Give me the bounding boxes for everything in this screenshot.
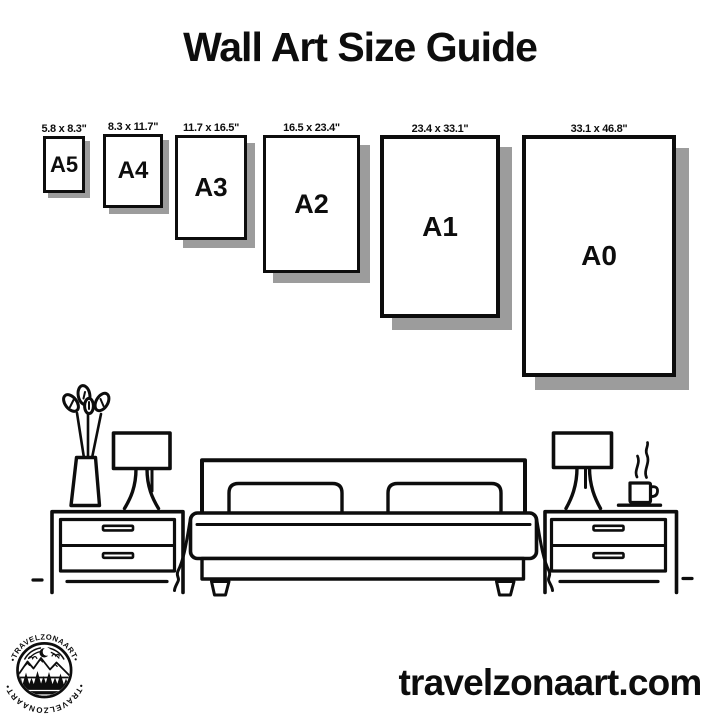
size-letter-a2: A2 [294,188,329,219]
size-box-a1 [380,123,500,318]
page-title: Wall Art Size Guide [183,24,537,70]
lamp-base [566,468,577,509]
table-lamp-right [554,433,612,509]
crescent-moon-cutout [43,648,51,656]
size-letter-a3: A3 [194,172,228,202]
size-letter-a0: A0 [581,240,617,271]
stem [92,414,101,458]
size-box-a3 [175,122,247,240]
coffee-cup-icon [619,443,661,506]
lamp-base [125,469,137,509]
brand-logo-badge [0,623,96,720]
size-box-a5 [41,123,87,193]
plant-vase-icon [61,385,112,506]
size-letter-a5: A5 [49,151,79,177]
vase [71,458,100,506]
steam [636,456,638,477]
steam [646,443,648,478]
size-caption-a3: 11.7 x 16.5" [182,122,240,134]
double-bed [175,460,553,595]
pillow-left [229,484,342,515]
size-letter-a1: A1 [422,210,458,242]
size-box-a2 [263,122,360,273]
lamp-base [590,468,601,509]
size-caption-a1: 23.4 x 33.1" [411,123,469,135]
lamp-shade [554,433,612,468]
bed-base [202,559,524,580]
logo-text-bottom: •TRAVELZONAART• [2,682,86,715]
bed-leg-right [497,582,515,596]
size-box-a0 [522,123,676,377]
pillow-right [388,484,501,515]
size-caption-a2: 16.5 x 23.4" [283,122,340,134]
size-caption-a5: 5.8 x 8.3" [41,123,87,135]
size-caption-a4: 8.3 x 11.7" [107,121,159,133]
stem [77,413,84,458]
size-caption-a0: 33.1 x 46.8" [570,123,628,135]
bed-leg-left [212,582,230,596]
headboard [202,460,525,520]
table-lamp-left [114,433,171,509]
cup-body [630,483,651,503]
website-url: travelzonaart.com [398,662,702,703]
lamp-shade [114,433,171,469]
mattress [191,513,537,559]
logo-text-top: •TRAVELZONAART• [8,632,81,663]
bedroom-illustration [0,380,720,600]
size-box-a4 [103,121,163,208]
size-letter-a4: A4 [117,157,149,184]
